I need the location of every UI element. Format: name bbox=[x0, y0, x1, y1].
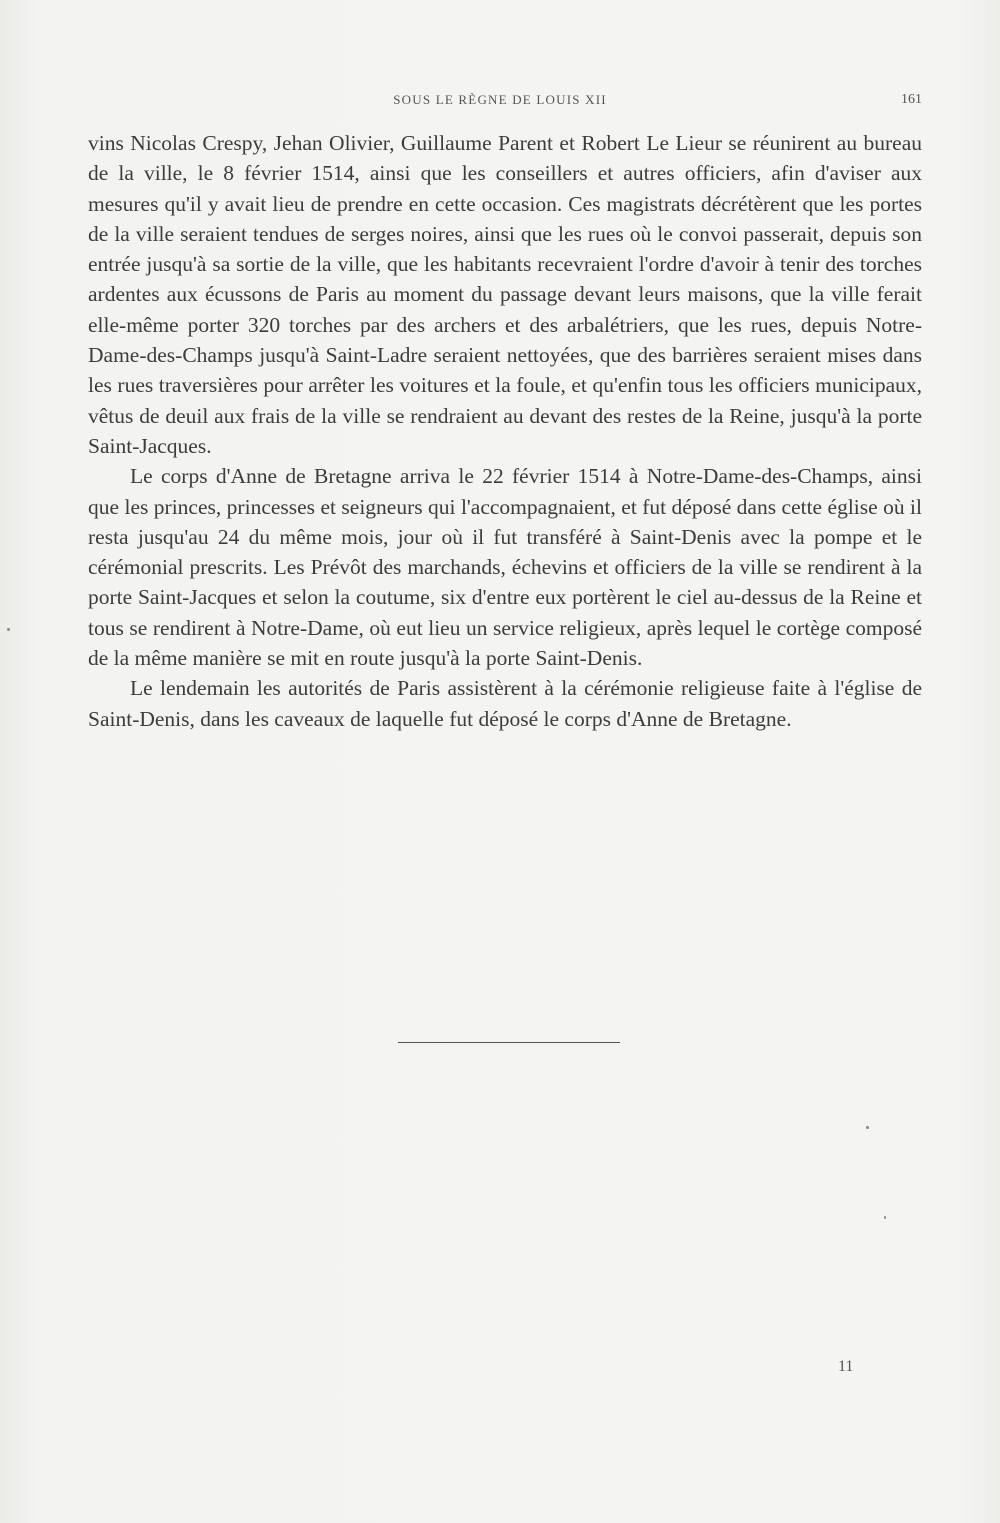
paragraph-1: vins Nicolas Crespy, Jehan Olivier, Guillaume Parent et Robert Le Lieur se réunirent au bureau de la ville, le 8 février 1514, ainsi que les conseillers et autres officiers, afin d'aviser aux mesures qu'il y avait lieu de prendre en cette occasion. Ces magistrats décrétèrent que les portes de la ville seraient tendues de serges noires, ainsi que les rues où le convoi passerait, depuis son entrée jusqu'à sa sortie de la ville, que les habitants recevraient l'ordre d'avoir à tenir des torches ardentes aux écussons de Paris au moment du passage devant leurs maisons, que la ville ferait elle-même porter 320 torches par des archers et des arbalétriers, que les rues, depuis Notre-Dame-des-Champs jusqu'à Saint-Ladre seraient nettoyées, que des barrières seraient mises dans les rues traversières pour arrêter les voitures et la foule, et qu'enfin tous les officiers municipaux, vêtus de deuil aux frais de la ville se rendraient au devant des restes de la Reine, jusqu'à la porte Saint-Jacques. bbox=[88, 131, 922, 458]
running-head bbox=[0, 92, 1000, 116]
paper-speck bbox=[884, 1216, 886, 1219]
section-end-rule bbox=[398, 1042, 620, 1043]
running-title: SOUS LE RÈGNE DE LOUIS XII bbox=[393, 92, 607, 107]
paper-speck bbox=[7, 628, 10, 631]
main-text bbox=[88, 128, 922, 734]
page-number: 161 bbox=[901, 92, 922, 107]
paragraph-2: Le corps d'Anne de Bretagne arriva le 22 février 1514 à Notre-Dame-des-Champs, ainsi que les princes, princesses et seigneurs qui l'accompagnaient, et fut déposé dans cette église où il resta jusqu'au 24 du même mois, jour où il fut transféré à Saint-Denis avec la pompe et le cérémonial prescrits. Les Prévôt des marchands, échevins et officiers de la ville se rendirent à la porte Saint-Jacques et selon la coutume, six d'entre eux portèrent le ciel au-dessus de la Reine et tous se rendirent à Notre-Dame, où eut lieu un service religieux, après lequel le cortège composé de la même manière se mit en route jusqu'à la porte Saint-Denis. bbox=[88, 464, 922, 671]
paragraph-3: Le lendemain les autorités de Paris assistèrent à la cérémonie religieuse faite à l'église de Saint-Denis, dans les caveaux de laquelle fut déposé le corps d'Anne de Bretagne. bbox=[88, 676, 922, 731]
signature-mark: 11 bbox=[838, 1358, 854, 1375]
paper-speck bbox=[866, 1126, 869, 1129]
